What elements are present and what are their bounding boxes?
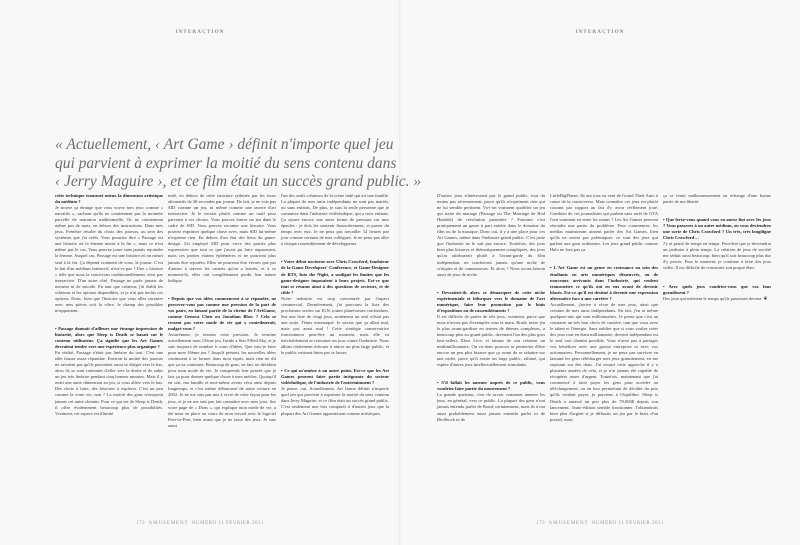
paragraph-gap bbox=[437, 278, 545, 284]
question-text: • S'il fallait les amener auprès de ce public, vous voudriez faire partie du mouvement ? bbox=[437, 380, 545, 392]
end-mark-icon: ❦ bbox=[763, 296, 768, 302]
interview-question bbox=[168, 296, 276, 332]
text-column-6 bbox=[663, 193, 771, 303]
interview-question bbox=[281, 368, 389, 386]
interview-answer bbox=[437, 392, 545, 422]
interview-answer bbox=[663, 296, 771, 303]
answer-text: Je trouve ça étrange que vous voyez mes jeux comme « narratifs », sachant qu'ils ne contiennent pas la moindre parcelle de narration traditionnelle. Ils ne contiennent même pas de mots, en dehors des instructions. Dans mes jeux, Frénésie résulte du choix des joueurs, au sein des systèmes que j'ai créés. Vous pourriez dire « Passage est une histoire où la femme meurt à la fin », mais ce n'est même pas le cas. Vous pouvez jouer sans jamais rejoindre la femme. Auquel cas, Passage est une histoire où on meurt seul à la fin. Ça dépend vraiment de vous, le joueur. C'est le but d'un médium interactif, n'est-ce pas ? Une « histoire » telle que nous la concevons traditionnellement, n'est pas interactive. D'un autre côté, Passage ne parle jamais de meurtre ni de suicide. En tant que créateur, j'ai établi les schémas et les options disponibles, et je n'ai pas inclus ces options. Donc, bien que l'histoire que vous allez raconter avec mes pièces soit la vôtre, le champ des possibles m'appartient. bbox=[55, 205, 163, 313]
interview-question bbox=[437, 380, 545, 392]
page-footer-right bbox=[400, 521, 800, 526]
paragraph-gap bbox=[168, 284, 276, 290]
paragraph-gap bbox=[437, 368, 545, 374]
answer-text: Je pense, oui. Actuellement, Art Game définit n'importe quel jeu qui parvient à exprimer la moitié du sens contenu dans Jerry Maguire, et ce film était un succès grand public. C'est seulement une fois comparés à d'autres jeux que la plupart des Art Games apparaissent comme artistiques. bbox=[281, 386, 389, 416]
paragraph-gap bbox=[663, 272, 771, 278]
question-text: • Ce qui m'amène à un autre point. Est-ce que les Art Games peuvent faire partie intégrante du secteur vidéoludique, de l'industrie de l'entertainment ? bbox=[281, 368, 389, 386]
interview-question bbox=[663, 284, 771, 296]
page-footer-left bbox=[0, 521, 400, 526]
question-text: • L'Art Game est un genre en croissance au sein des étudiants en arts numériques désœuvrés, ou de nouveaux arrivants dans l'industrie, qui veulent transmettre ce qu'ils ont en eux avant de devenir blasés. Est-ce qu'il est destiné à devenir une expression alternative face à une carrière ? bbox=[550, 265, 658, 301]
paragraph-gap bbox=[55, 314, 163, 320]
answer-text: D'autres jeux n'intéressent pas le grand public, tout du moins pas sérieusement, parce qu'ils n'expriment rien qui ne lui semble pertinent. Va-t-on vraiment qualifier un jeu qui traite du mariage (Passage ou The Marriage de Rod Humble) de révolution pionnière ? Pourtant c'est pratiquement un genre à part entière dans le domaine du film ou de la musique. Donc oui, il y a une place pour ces Art Games, même dans l'industrie grand public. C'est juste que l'industrie ne le sait pas encore. Toutefois, des jeux bien plus bizarres et thématiquement compliqués, des jeux qu'on attribuerait plutôt à l'avant-garde du film indépendant, ne toucheront jamais qu'une niche de critiques et de connaisseurs. Et alors ? Nous avons besoin aussi de jeux de niche. bbox=[437, 193, 545, 277]
answer-text: J'y ai pensé de temps en temps. Peut-être que je deviendrai un jardinier à plein temps. La création de jeux de société me séduit aussi beaucoup, bien qu'il soit beaucoup plus dur d'y percer. Pour le moment, je continue à faire des jeux vidéo. Il est difficile de construire son propre élan. bbox=[663, 241, 771, 271]
question-text: • Passage donnait d'ailleurs une étrange impression de linéarité, alors que Sleep is Death se basait sur le contenu utilisateur. Ça signifie que les Art Games devraient tendre vers une expérience plus organique ? bbox=[55, 325, 163, 350]
text-column-4 bbox=[437, 193, 545, 423]
paragraph-gap bbox=[550, 253, 658, 259]
answer-text: La grande question, c'est de savoir comment amener les jeux, en général, vers ce public. La plupart des gens n'ont jamais entendu parler de Braid, certainement, mais ils n'ont aussi probablement aussi jamais entendu parler ni de BioShock ni de bbox=[437, 392, 545, 422]
answer-text: Il est difficile de parler de tels jeux, vraiment, parce que nous n'avons pas d'exemples sous la main. Braid, notre jeu le plus avant-gardiste en termes de thèmes complexes, a beaucoup plus au grand public, devenant l'un des plus gros best-sellers Xbox Live, et faisant de son créateur un multimillionnaire. On va donc pouvoir se permettre d'être encore un peu plus bizarre que ça avant de se rabattre sur une niche, parce qu'il existe un large public, affamé, qui espère d'autres jeux intellectuellement stimulants. bbox=[437, 313, 545, 368]
pull-quote: « Actuellement, ‹ Art Game › définit n'importe quel jeu qui parvient à exprimer la moitié du sens contenu dans ‹ Jerry Maguire ›, et ce film était un succès grand public. » bbox=[55, 136, 422, 190]
interview-answer bbox=[281, 386, 389, 416]
interview-answer bbox=[437, 193, 545, 278]
page-number: 173 bbox=[536, 521, 546, 526]
answer-text: En réalité, Passage n'était pas linéaire du tout. C'est une idée fausse assez répandue. Environ la moitié des joueurs ne savaient pas qu'ils pouvaient aussi se diriger vers le bas, alors ils se sont contentés d'aller vers la droite et de subir un jeu très linéaire pendant cinq bonnes minutes. Mais il y avait une autre dimension au jeu, si vous alliez vers le bas. Des choix à faire, des histoires à explorer. C'est un peu comme la vraie vie, non ? La moitié des gens n'essayent jamais cet autre chemin. Pour ce qui est de Sleep is Death, il offre évidemment beaucoup plus de possibilités. Vraiment, cet espace est illimité bbox=[55, 350, 163, 416]
magazine-name: AMUSEMENT bbox=[548, 521, 589, 526]
text-column-3 bbox=[281, 193, 389, 417]
answer-text: Assurément, je ressens cette pression. Je termine actuellement mon 13ème jeu, Inside a Star Filled Sky, et je suis toujours de nombre à court d'idées. Que vais-je faire pour mon 16ème jeu ? Jusqu'à présent, les nouvelles idées continuent à se former dans mon esprit, mais rien ne dit que ça va continuer. Beaucoup de gens, en fait, ne décident pour mon mode de vie. Je comprends leur pensée que je fais ça pour donner quelque chose à mes médias. Quoiqu'il en soit, ma famille et moi-même avons vécu ainsi depuis longtemps, et c'est même débarrassé de notre voiture en 2002. Je ne me suis pas mis à vivre de cette façon pour les jeux, et je ne me suis pas fait connaître avec mes jeux. Sur votre page de « Dons », qui explique mon mode de vie, a été mise en place au cours de mon travail avec le logiciel Peer-to-Peer, bien avant que je ne fasse des jeux. Je suis aussi bbox=[168, 331, 276, 428]
section-label-left: INTERACTION bbox=[175, 29, 225, 35]
page-number: 172 bbox=[136, 521, 146, 526]
interview-question bbox=[663, 217, 771, 241]
interview-question bbox=[55, 326, 163, 350]
answer-text: l'un des seuls créateurs de la scène indé qui ait une famille. La plupart de mes amis indépendants ne sont pas mariés, ou sans enfants. De plus, je suis la seule personne que je connaisse dans l'industrie vidéoludique, qui a trois enfants. Ça ajoute encore une autre forme de pression sur mes épaules : je dois les soutenir financièrement, et passer du temps avec eux. Je ne peux pas travailler 12 heures par jour comme certains de mes collègues. Je ne peux pas aller à chaque rassemblement de développeurs. bbox=[281, 193, 389, 247]
question-text: cette technique transmet mieux la dimension artistique du médium ? bbox=[55, 193, 163, 205]
paragraph-gap bbox=[663, 205, 771, 211]
question-text: • Votre débat nocturne avec Chris Crawford, fondateur de la Game Developers' Conference, et Game-Designer de RTS, Into the Night, a souligné les limites que les game-designer imposaient à leurs projets. Est-ce que tout se résume ainsi à des questions de secteurs, et de cible ? bbox=[281, 259, 389, 295]
paragraph-gap bbox=[281, 247, 389, 253]
interview-answer bbox=[281, 193, 389, 247]
answer-text: Actuellement, j'arrive à vivre de mes jeux, ainsi que certains de mes amis indépendants. En fait, j'en ai même quelques-uns qui sont millionnaires. Je pense que c'est au contraire un très bon choix de carrière, tant que vous avez le talent et l'énergie. Sans oublier que si vous voulez créer des jeux tout en étant millionnaire, devenir indépendant est le seul vrai chemin possible. Vous n'avez pas à partager vos bénéfices avec une grosse entreprise ni avec vos actionnaires. Personnellement, je ne peux pas survivre en laissant les gens télécharger mes jeux gratuitement, en me reposant sur des dons. J'ai essayé cette approche il y a plusieurs années de cela, et je n'ai jamais été capable de récupérer assez d'argent. Toutefois, maintenant que j'ai commencé à faire payer les gens pour accéder au téléchargement, ou en leur permettant de décider du prix qu'ils veulent payer, je parviens à l'équilibre. Sleep is Death a amassé un peu plus de 78,000$ depuis son lancement, l'auto-édition semble fonctionner. J'obtiendrais bien plus d'argent si je diffusais un jeu par le biais d'un portail, mais bbox=[550, 301, 658, 422]
question-text: • Depuis que vos idées commencent à se répandre, ne percevez-vous pas comme une pression de la part de vos pairs, en faisant partie de la vitrine de l'ArtGame, comme Genova Chen ou Jonathan Blow ? Cela se ressent pas votre mode de vie qui y contribuerait, malgré vous ? bbox=[168, 295, 276, 331]
paragraph-gap bbox=[281, 356, 389, 362]
interview-answer bbox=[550, 193, 658, 253]
interview-question bbox=[550, 265, 658, 301]
interview-answer bbox=[55, 205, 163, 314]
text-column-5 bbox=[550, 193, 658, 423]
answer-text: LittleBigPlanet. Ils ont tous eu vent de Grand Theft Auto à cause de la controverse. Mais connaître ces jeux est plutôt courant par rapport au fait d'y avoir réellement joué. Combien de ces journalistes qui parlent sans arrêt de GTA l'ont vraiment eu entre les mains ? Les Art Games peuvent résoudre une partie du problème. Pour commencer, les médias mainstream aiment parler des Art Games, bien qu'ils ne soient pas polémiques. ce sont des jeux qui parlent aux gens ordinaires. Les jeux grand public comme Halo ne font pas ça. bbox=[550, 193, 658, 253]
text-column-2 bbox=[168, 193, 276, 429]
interview-answer bbox=[168, 332, 276, 429]
interview-answer bbox=[281, 296, 389, 356]
interview-question bbox=[281, 259, 389, 295]
issue-label: NUMÉRO 11 FÉVRIER 2011 bbox=[591, 521, 664, 526]
interview-answer bbox=[437, 314, 545, 368]
text-column-1 bbox=[55, 193, 163, 417]
question-text: • Avec quels jeux voudriez-vous que vos fans grandissent ? bbox=[663, 283, 771, 295]
answer-text: ça se ferait malheureusement en échange d'une bonne partie de ma liberté. bbox=[663, 193, 771, 205]
interview-answer bbox=[663, 193, 771, 205]
issue-label: NUMÉRO 11 FÉVRIER 2011 bbox=[191, 521, 264, 526]
interview-question bbox=[55, 193, 163, 205]
question-text: • Que ferez-vous quand vous en aurez fini avec les jeux ? Vous passerez à un autre médium, ou vous deviendrez une sorte de Chris Crawford ? Un très, très longiligne Chris Crawford… bbox=[663, 217, 771, 241]
answer-text: Notre industrie est trop concentrée par l'aspect commercial. Dernièrement, j'ai parcouru la liste des prochaines sorties sur IGN, toutes plateformes confondues. Sur une liste de vingt jeux, seulement un seul n'était pas une suite. J'étais estomaqué. Je savais que ça allait mal, mais pas aussi mal ! Cette stratégie conservatrice fonctionnera peut-être un moment, mais elle va inévitablement se retourner un jour contre l'industrie. Nous allons clairement échouer à attirer un plus large public, et le public existant finira par se lasser. bbox=[281, 295, 389, 356]
magazine-name: AMUSEMENT bbox=[148, 521, 189, 526]
interview-question bbox=[437, 290, 545, 314]
section-label-right: INTERACTION bbox=[575, 29, 625, 35]
interview-answer bbox=[663, 241, 771, 271]
answer-text: mité, en dehors de cette structure rythmée par les tours alternatifs de 30 secondes par joueur. De fait, je ne vois pas SID comme un jeu, ni même comme une œuvre d'art interactive. Je le verrais plutôt comme un outil pour parvenir à ces choses. Vous pouvez lancer un jeu dans le cadre de SID. Vous pouvez raconter une histoire. Vous pouvez exprimer quelque chose avec, mais SID lui-même n'exprime rien. En dehors d'un état des lieux du game-design. J'ai employé SID pour vivre des parties plus expressives que tout ce que j'avais pu faire auparavant, mais ces parties étaient éphémères et ne pourront plus jamais être rejouées. Elles ne pourront être vécues que par d'autres à travers les carnets qu'on a laissés, et à ce moment-là, elles ont complètement perdu leur nature ludique. bbox=[168, 193, 276, 283]
interview-answer bbox=[55, 350, 163, 417]
question-text: • Devraient-ils alors se démarquer de cette niche expérimentale et bifurquer vers le domaine de l'art numérique, faire leur promotion par le biais d'expositions ou de rassemblements ? bbox=[437, 289, 545, 313]
answer-text: Des jeux qui méritent le temps qu'ils passeront devant. bbox=[663, 295, 763, 301]
interview-answer bbox=[550, 302, 658, 423]
interview-answer bbox=[168, 193, 276, 284]
